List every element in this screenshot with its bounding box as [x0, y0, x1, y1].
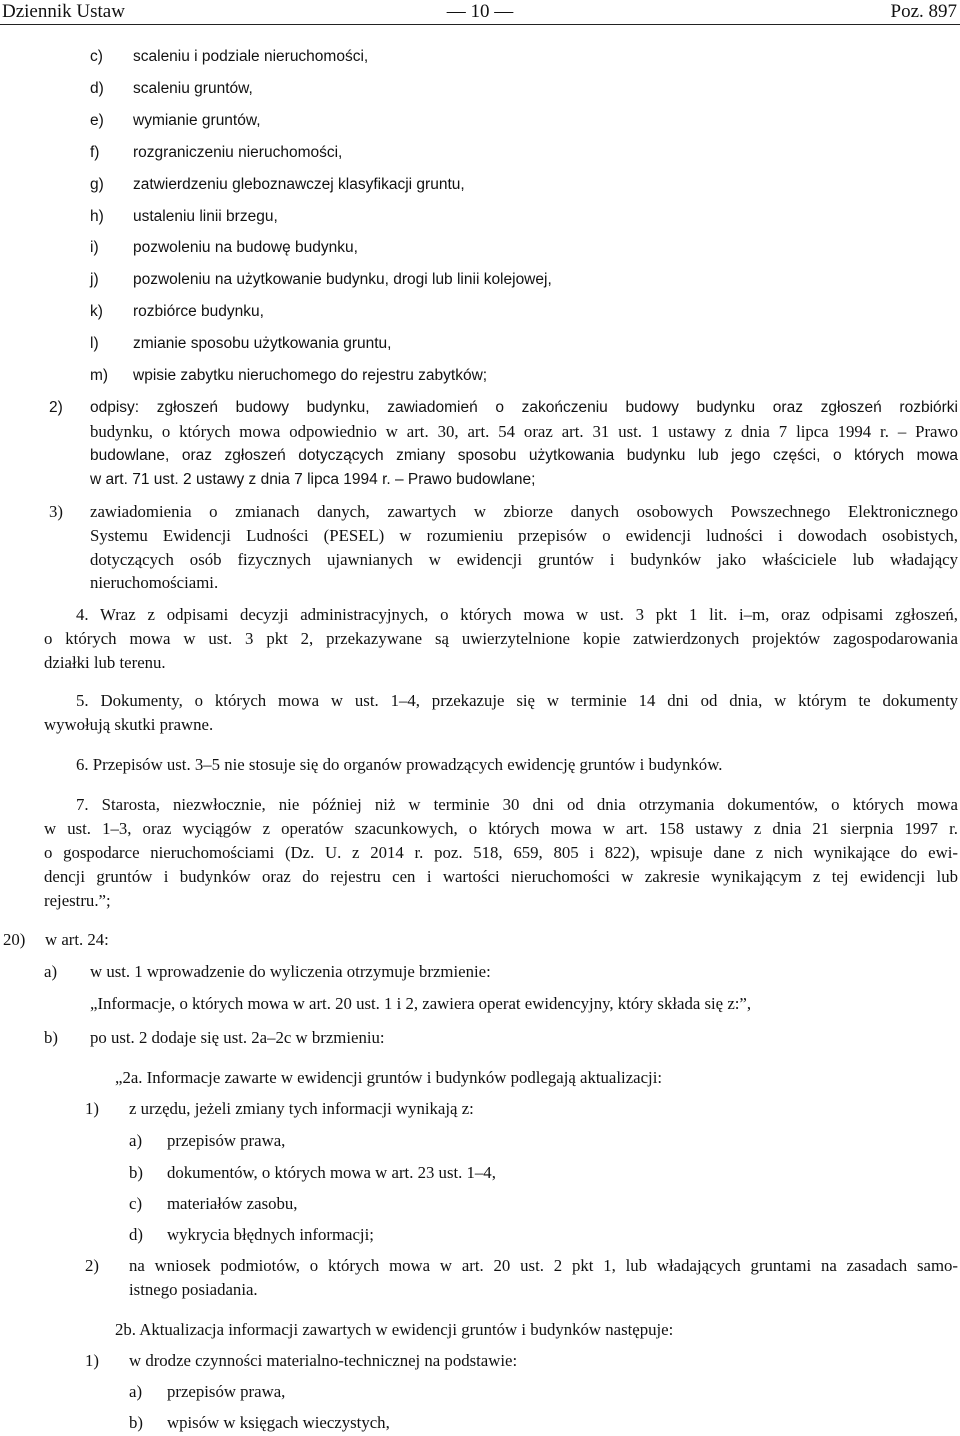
list-item: wpisie zabytku nieruchomego do rejestru zabytków;: [133, 367, 488, 384]
list-marker: h): [90, 208, 104, 225]
paragraph-6: 6. Przepisów ust. 3–5 nie stosuje się do organów prowadzących ewidencję gruntów i budynków.: [76, 755, 723, 774]
list-item: wymianie gruntów,: [133, 112, 261, 129]
paragraph-line: 5. Dokumenty, o których mowa w ust. 1–4, przekazuje się w terminie 14 dni od dnia, w którym te dokumenty: [76, 691, 958, 710]
list-marker: m): [90, 367, 109, 384]
item-3-line: dotyczących osób fizycznych ujawnianych w ewidencji gruntów i budynków jako właściciele lub władający: [90, 550, 958, 569]
item-2-line: budowlane, oraz zgłoszeń dotyczących zmiany sposobu użytkowania budynku lub jego części, o których mowa: [90, 447, 958, 464]
list-marker: d): [90, 80, 104, 97]
list-marker: a): [44, 962, 58, 981]
position-number: Poz. 897: [890, 1, 957, 22]
list-marker: c): [90, 48, 103, 65]
paragraph-line: w ust. 1–3, oraz wyciągów z operatów szacunkowych, o których mowa w art. 158 ustawy z dnia 21 sierpnia 1997 r.: [44, 819, 958, 838]
list-item: rozgraniczeniu nieruchomości,: [133, 144, 343, 161]
list-item: wykrycia błędnych informacji;: [167, 1225, 374, 1244]
list-marker: 3): [49, 502, 63, 521]
list-item: scaleniu i podziale nieruchomości,: [133, 48, 369, 65]
paragraph-line: dencji gruntów i budynków oraz do rejestru cen i wartości nieruchomości w zakresie wynikającym z tej ewidencji lub: [44, 867, 958, 886]
list-marker: 20): [3, 930, 26, 949]
list-marker: 2): [85, 1256, 99, 1275]
list-item: przepisów prawa,: [167, 1382, 286, 1401]
list-item: pozwoleniu na użytkowanie budynku, drogi lub linii kolejowej,: [133, 271, 552, 288]
item-2-line: w art. 71 ust. 2 ustawy z dnia 7 lipca 1994 r. – Prawo budowlane;: [90, 471, 536, 488]
list-marker: b): [129, 1163, 143, 1182]
list-item: pozwoleniu na budowę budynku,: [133, 239, 358, 256]
list-item: z urzędu, jeżeli zmiany tych informacji wynikają z:: [129, 1099, 474, 1118]
list-marker: a): [129, 1382, 143, 1401]
list-item: przepisów prawa,: [167, 1131, 286, 1150]
list-item-line: na wniosek podmiotów, o których mowa w art. 20 ust. 2 pkt 1, lub władających gruntami na zasadach samo-: [129, 1256, 958, 1275]
list-marker: b): [129, 1413, 143, 1432]
paragraph-line: działki lub terenu.: [44, 653, 166, 672]
list-marker: 2): [49, 399, 63, 416]
paragraph-line: rejestru.”;: [44, 891, 111, 910]
item-2-line: budynku, o których mowa odpowiednio w art. 30, art. 54 oraz art. 31 ust. 1 ustawy z dnia 7 lipca 1994 r. – Prawo: [90, 422, 958, 441]
list-item: materiałów zasobu,: [167, 1194, 298, 1213]
list-marker: 1): [85, 1099, 99, 1118]
list-item: rozbiórce budynku,: [133, 303, 264, 320]
list-marker: j): [90, 271, 99, 288]
list-item: scaleniu gruntów,: [133, 80, 253, 97]
list-marker: l): [90, 335, 99, 352]
list-item: zatwierdzeniu gleboznawczej klasyfikacji gruntu,: [133, 176, 465, 193]
list-marker: c): [129, 1194, 143, 1213]
list-marker: d): [129, 1225, 143, 1244]
list-item: ustaleniu linii brzegu,: [133, 208, 278, 225]
header-rule: [0, 24, 960, 25]
list-marker: 1): [85, 1351, 99, 1370]
paragraph-line: o gospodarce nieruchomościami (Dz. U. z 2014 r. poz. 518, 659, 805 i 822), wpisuje dane z nich wynikające do ewi-: [44, 843, 958, 862]
page-number: — 10 —: [446, 1, 514, 22]
list-marker: g): [90, 176, 104, 193]
paragraph-2b: 2b. Aktualizacja informacji zawartych w ewidencji gruntów i budynków następuje:: [115, 1320, 674, 1339]
item-3-line: nieruchomościami.: [90, 573, 219, 592]
list-item: wpisów w księgach wieczystych,: [167, 1413, 390, 1432]
list-marker: b): [44, 1028, 58, 1047]
list-item: zmianie sposobu użytkowania gruntu,: [133, 335, 392, 352]
paragraph-2a: „2a. Informacje zawarte w ewidencji gruntów i budynków podlegają aktualizacji:: [115, 1068, 663, 1087]
quoted-text: „Informacje, o których mowa w art. 20 ust. 1 i 2, zawiera operat ewidencyjny, który składa się z:”,: [90, 994, 752, 1013]
item-20a-text: w ust. 1 wprowadzenie do wyliczenia otrzymuje brzmienie:: [90, 962, 491, 981]
list-item: w drodze czynności materialno-technicznej na podstawie:: [129, 1351, 518, 1370]
list-marker: i): [90, 239, 99, 256]
list-marker: k): [90, 303, 103, 320]
item-3-line: Systemu Ewidencji Ludności (PESEL) w rozumieniu przepisów o ewidencji ludności i dowodach osobistych,: [90, 526, 958, 545]
item-20-text: w art. 24:: [45, 930, 109, 949]
item-20b-text: po ust. 2 dodaje się ust. 2a–2c w brzmieniu:: [90, 1028, 385, 1047]
paragraph-line: 4. Wraz z odpisami decyzji administracyjnych, o których mowa w ust. 3 pkt 1 lit. i–m, oraz odpisami zgłoszeń,: [76, 605, 958, 624]
item-2-line: odpisy: zgłoszeń budowy budynku, zawiadomień o zakończeniu budowy budynku oraz zgłoszeń rozbiórki: [90, 399, 958, 416]
list-item: dokumentów, o których mowa w art. 23 ust. 1–4,: [167, 1163, 496, 1182]
paragraph-line: wywołują skutki prawne.: [44, 715, 214, 734]
paragraph-line: 7. Starosta, niezwłocznie, nie później niż w terminie 30 dni od dnia otrzymania dokumentów, o których mowa: [76, 795, 958, 814]
journal-title: Dziennik Ustaw: [2, 1, 125, 22]
page-header: [0, 0, 960, 24]
paragraph-line: o których mowa w ust. 3 pkt 2, przekazywane są uwierzytelnione kopie zatwierdzonych projektów zagospodarowania: [44, 629, 958, 648]
list-marker: e): [90, 112, 104, 129]
list-item-line: istnego posiadania.: [129, 1280, 258, 1299]
list-marker: f): [90, 144, 100, 161]
item-3-line: zawiadomienia o zmianach danych, zawartych w zbiorze danych osobowych Powszechnego Elektronicznego: [90, 502, 958, 521]
list-marker: a): [129, 1131, 143, 1150]
